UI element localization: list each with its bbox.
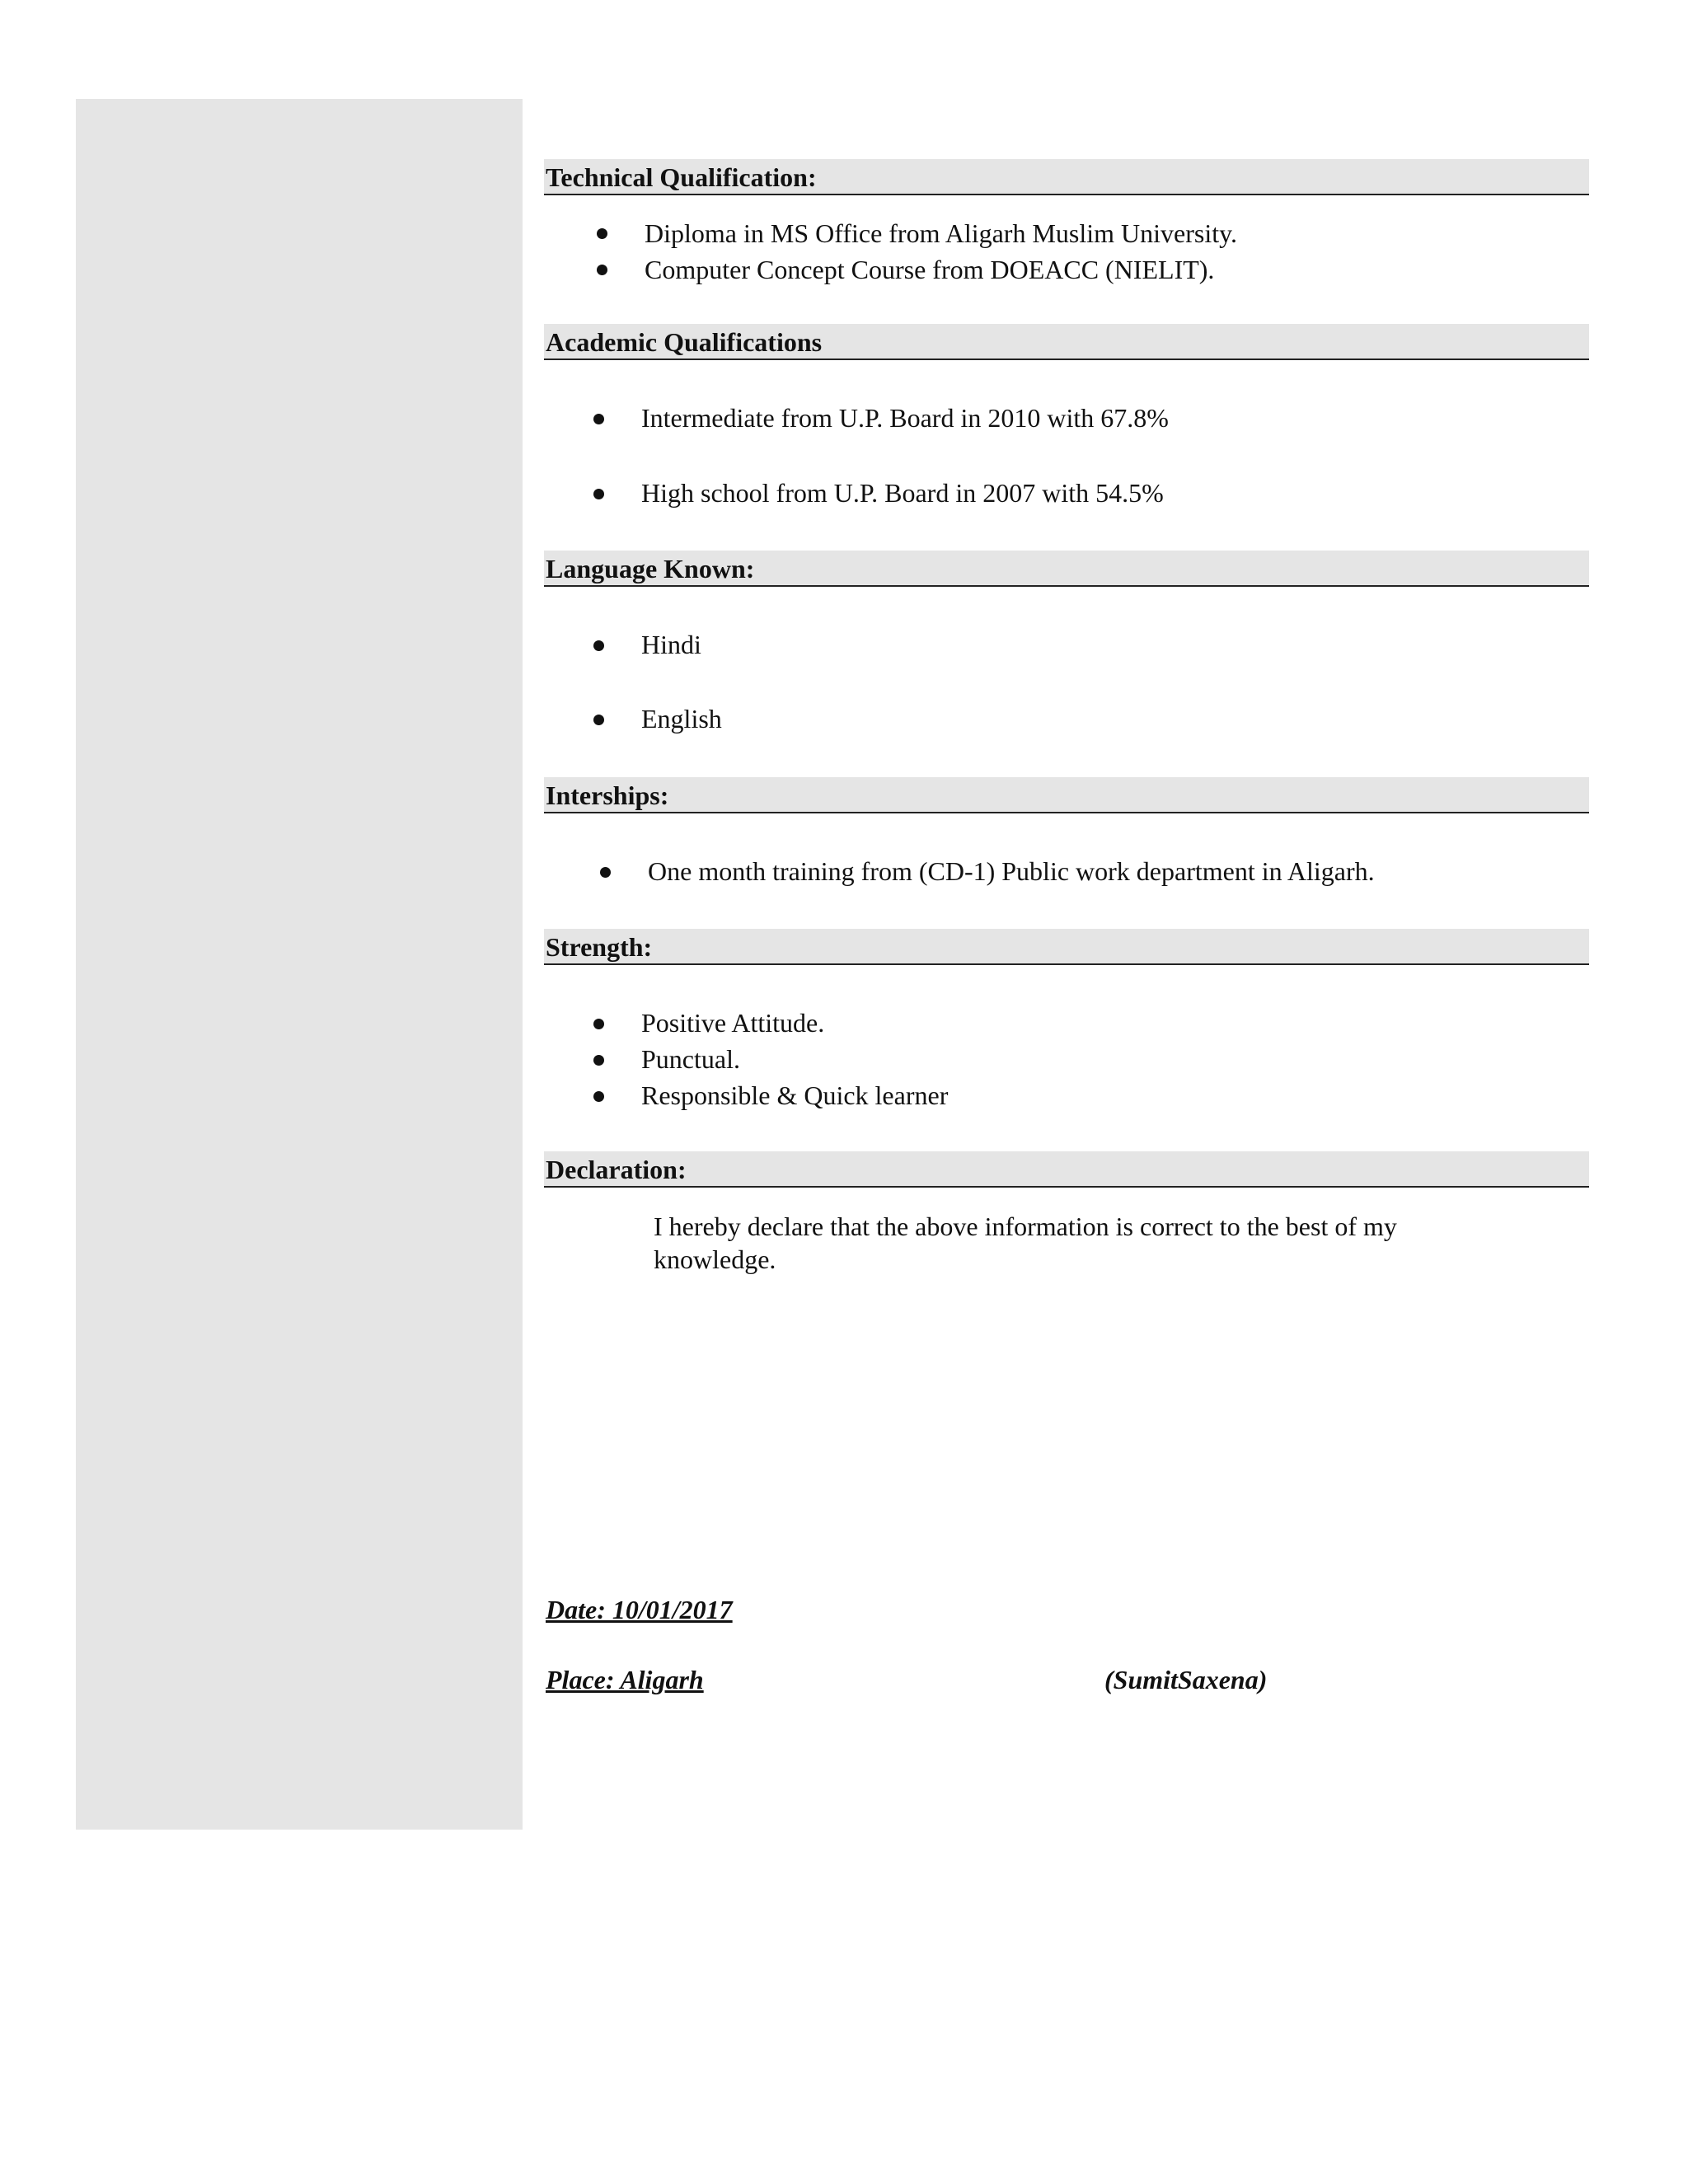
list-item: High school from U.P. Board in 2007 with 54.5%	[641, 478, 1164, 508]
sidebar-panel	[76, 99, 523, 1830]
bullet-icon	[597, 228, 607, 239]
section-heading-strength: Strength:	[544, 929, 1589, 965]
bullet-icon	[593, 715, 604, 725]
section-heading-internships: Interships:	[544, 777, 1589, 813]
list-item: Intermediate from U.P. Board in 2010 with 67.8%	[641, 403, 1169, 433]
place-line: Place: Aligarh	[546, 1665, 704, 1694]
list-item: Responsible & Quick learner	[641, 1080, 949, 1110]
bullet-icon	[593, 640, 604, 651]
bullet-icon	[593, 1019, 604, 1029]
list-item: One month training from (CD-1) Public work department in Aligarh.	[648, 856, 1375, 886]
declaration-text	[654, 1210, 1478, 1276]
date-line: Date: 10/01/2017	[546, 1595, 733, 1624]
bullet-icon	[593, 1091, 604, 1102]
declaration-line: I hereby declare that the above information is correct to the best of my	[654, 1212, 1397, 1241]
list-item: Computer Concept Course from DOEACC (NIELIT).	[645, 255, 1215, 284]
bullet-icon	[600, 867, 611, 878]
section-heading-declaration: Declaration:	[544, 1151, 1589, 1188]
section-heading-technical: Technical Qualification:	[544, 159, 1589, 195]
list-item: Diploma in MS Office from Aligarh Muslim University.	[645, 218, 1238, 248]
list-item: Hindi	[641, 630, 701, 659]
list-item: Punctual.	[641, 1044, 740, 1074]
bullet-icon	[593, 489, 604, 499]
list-item: English	[641, 704, 722, 733]
list-item: Positive Attitude.	[641, 1008, 825, 1038]
signature-name: (SumitSaxena)	[1104, 1665, 1268, 1694]
bullet-icon	[597, 265, 607, 275]
bullet-icon	[593, 1055, 604, 1066]
section-heading-languages: Language Known:	[544, 551, 1589, 587]
section-heading-academic: Academic Qualifications	[544, 324, 1589, 360]
declaration-line: knowledge.	[654, 1244, 776, 1274]
bullet-icon	[593, 414, 604, 424]
